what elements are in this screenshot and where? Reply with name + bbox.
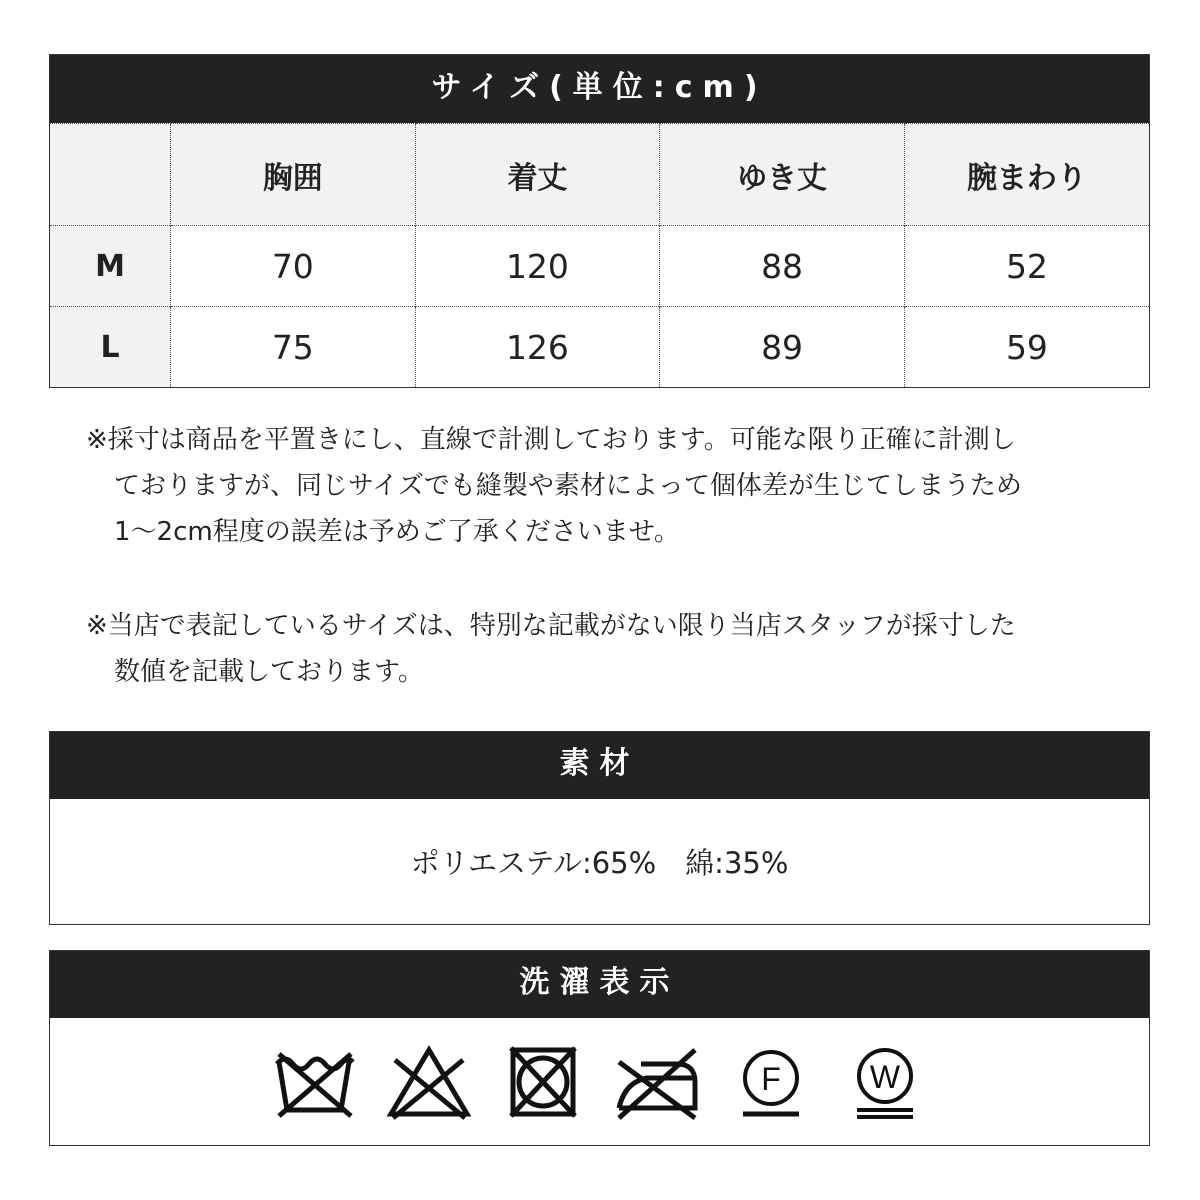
dry-clean-letter: F [760,1060,781,1097]
note-line: ※採寸は商品を平置きにし、直線で計測しております。可能な限り正確に計測し [86,425,1016,455]
no-wash-icon [269,1042,361,1122]
size-label: L [50,307,171,388]
size-value: 52 [904,226,1149,307]
size-value: 70 [171,226,416,307]
no-bleach-icon [383,1042,475,1122]
note-line: 1〜2cm程度の誤差は予めご了承くださいませ。 [114,517,680,547]
size-value: 126 [415,307,660,388]
size-grid [50,123,1149,387]
header-sleeve-length: ゆき丈 [660,124,905,226]
size-label-note [86,603,1126,695]
size-value: 59 [904,307,1149,388]
measurement-note [86,417,1126,555]
size-value: 89 [660,307,905,388]
size-value: 88 [660,226,905,307]
no-tumble-dry-icon [497,1042,589,1122]
header-corner-cell [50,124,171,226]
material-composition: ポリエステル:65% 綿:35% [410,846,789,880]
size-header-row [50,124,1149,226]
wet-clean-w-icon [839,1042,931,1122]
wet-clean-letter: W [869,1058,900,1095]
material-title: 素材 [50,732,1149,799]
size-label: M [50,226,171,307]
header-arm-circumference: 腕まわり [904,124,1149,226]
no-iron-icon [611,1042,703,1122]
header-chest: 胸囲 [171,124,416,226]
material-body [50,799,1149,924]
size-table-title: サイズ(単位:cm) [50,55,1149,123]
note-line: 数値を記載しております。 [114,657,424,687]
care-title: 洗濯表示 [50,951,1149,1018]
note-line: ておりますが、同じサイズでも縫製や素材によって個体差が生じてしまうため [114,471,1022,501]
size-table [49,54,1150,388]
care-section [49,950,1150,1146]
size-value: 75 [171,307,416,388]
size-value: 120 [415,226,660,307]
size-row-l [50,307,1149,388]
note-line: ※当店で表記しているサイズは、特別な記載がない限り当店スタッフが採寸した [86,611,1016,641]
material-section [49,731,1150,925]
dry-clean-f-icon [725,1042,817,1122]
care-symbols [50,1018,1149,1145]
header-length: 着丈 [415,124,660,226]
size-row-m [50,226,1149,307]
